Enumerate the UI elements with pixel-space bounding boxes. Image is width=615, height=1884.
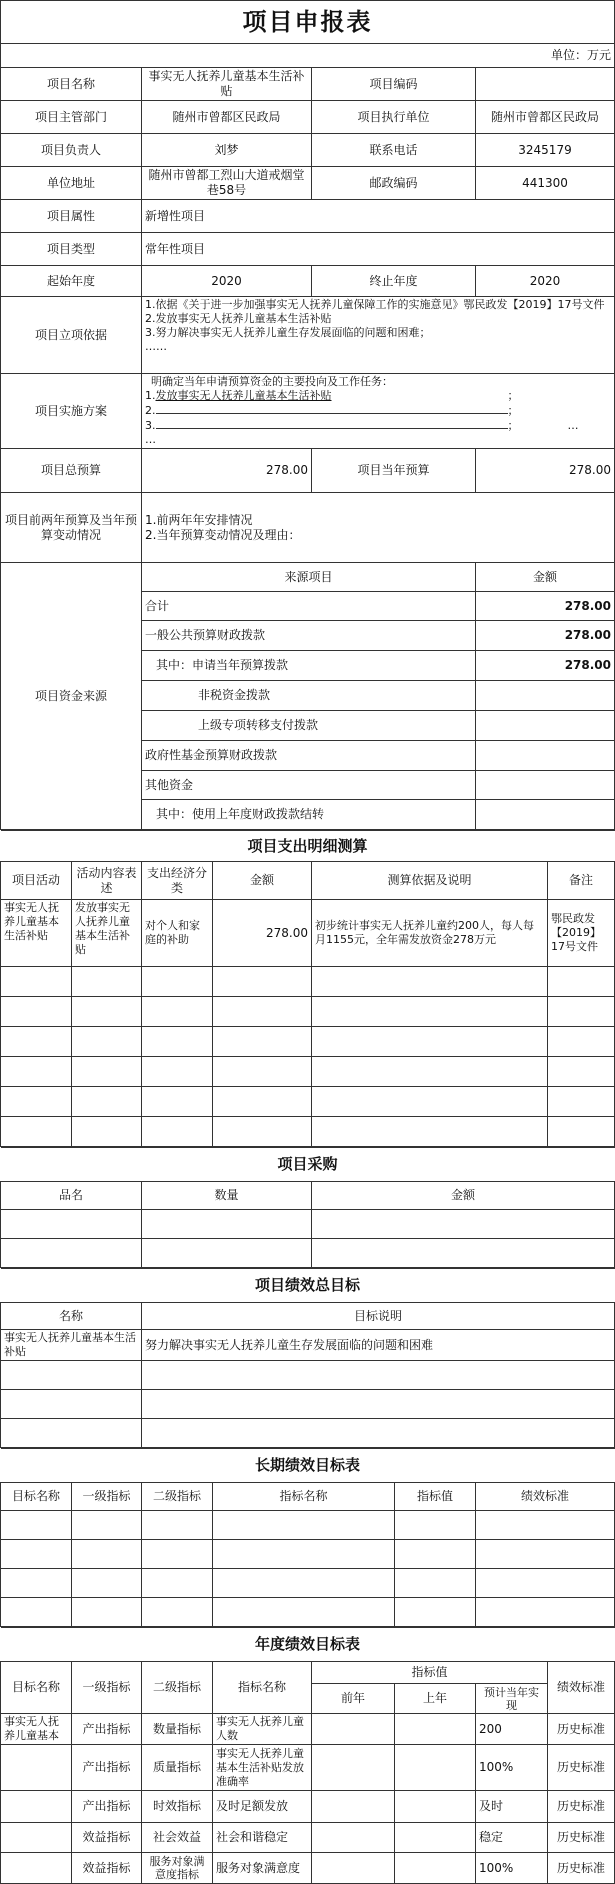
perf-table	[0, 1268, 615, 1448]
purchase-empty-cell	[1, 1239, 142, 1268]
post-label: 邮政编码	[312, 167, 476, 200]
annual-est: 100%	[476, 1745, 548, 1791]
annual-indicator: 事实无人抚养儿童基本生活补贴发放准确率	[213, 1745, 312, 1791]
annual-target: 事实无人抚养儿童基本	[1, 1714, 72, 1745]
longterm-header: 一级指标	[72, 1483, 142, 1511]
longterm-empty-cell	[1, 1598, 72, 1627]
annual-header-value: 指标值	[312, 1662, 548, 1684]
fund-row-amount: 278.00	[476, 621, 615, 651]
change-text	[142, 493, 615, 563]
detail-empty-cell	[312, 1087, 548, 1117]
longterm-table	[0, 1448, 615, 1627]
longterm-empty-cell	[476, 1540, 615, 1569]
plan-ellipsis: …	[567, 419, 579, 432]
purchase-empty-cell	[312, 1210, 615, 1239]
perf-header: 目标说明	[142, 1303, 615, 1330]
type-label: 项目类型	[1, 233, 142, 266]
annual-indicator: 服务对象满意度	[213, 1853, 312, 1884]
detail-empty-cell	[213, 997, 312, 1027]
annual-std: 历史标准	[548, 1791, 615, 1823]
annual-lvl2: 质量指标	[142, 1745, 213, 1791]
phone-value: 3245179	[476, 134, 615, 167]
longterm-empty-cell	[395, 1569, 476, 1598]
form-table	[0, 0, 615, 830]
detail-empty-cell	[213, 1117, 312, 1147]
longterm-empty-cell	[476, 1569, 615, 1598]
annual-header-target: 目标名称	[1, 1662, 72, 1714]
attr-label: 项目属性	[1, 200, 142, 233]
longterm-empty-cell	[142, 1511, 213, 1540]
annual-target-empty	[1, 1745, 72, 1791]
start-value: 2020	[142, 266, 312, 297]
detail-empty-cell	[1, 997, 72, 1027]
plan-blank-2	[156, 403, 508, 414]
fund-row-name: 一般公共预算财政拨款	[142, 621, 476, 651]
annual-target-empty	[1, 1853, 72, 1884]
annual-header-last: 上年	[395, 1684, 476, 1714]
fund-row-amount	[476, 711, 615, 741]
exec-label: 项目执行单位	[312, 101, 476, 134]
longterm-empty-cell	[213, 1540, 395, 1569]
longterm-empty-cell	[395, 1511, 476, 1540]
annual-lvl2: 社会效益	[142, 1823, 213, 1853]
longterm-empty-cell	[395, 1598, 476, 1627]
annual-prev	[312, 1823, 395, 1853]
detail-empty-cell	[312, 997, 548, 1027]
annual-lvl1: 产出指标	[72, 1714, 142, 1745]
detail-header: 活动内容表述	[72, 862, 142, 900]
purchase-empty-cell	[142, 1239, 312, 1268]
detail-empty-cell	[1, 1057, 72, 1087]
longterm-empty-cell	[72, 1598, 142, 1627]
annual-header-lvl2: 二级指标	[142, 1662, 213, 1714]
year-budget-value: 278.00	[476, 449, 615, 493]
detail-table	[0, 830, 615, 1147]
detail-header: 支出经济分类	[142, 862, 213, 900]
detail-empty-cell	[142, 1057, 213, 1087]
detail-empty-cell	[1, 1117, 72, 1147]
annual-lvl2: 数量指标	[142, 1714, 213, 1745]
longterm-empty-cell	[476, 1511, 615, 1540]
annual-header-lvl1: 一级指标	[72, 1662, 142, 1714]
addr-label: 单位地址	[1, 167, 142, 200]
detail-empty-cell	[548, 1057, 615, 1087]
detail-empty-cell	[312, 1057, 548, 1087]
longterm-header: 指标值	[395, 1483, 476, 1511]
end-label: 终止年度	[312, 266, 476, 297]
leader-label: 项目负责人	[1, 134, 142, 167]
longterm-header: 指标名称	[213, 1483, 395, 1511]
purchase-empty-cell	[312, 1239, 615, 1268]
fund-row-amount	[476, 800, 615, 830]
detail-activity: 事实无人抚养儿童基本生活补贴	[1, 900, 72, 967]
detail-empty-cell	[72, 1117, 142, 1147]
annual-std: 历史标准	[548, 1853, 615, 1884]
annual-est: 及时	[476, 1791, 548, 1823]
annual-lvl1: 产出指标	[72, 1745, 142, 1791]
purchase-table	[0, 1147, 615, 1268]
plan-blank-3	[156, 418, 508, 429]
page-title: 项目申报表	[1, 1, 615, 44]
annual-indicator: 事实无人抚养儿童人数	[213, 1714, 312, 1745]
fund-row-amount: 278.00	[476, 651, 615, 681]
dept-value: 随州市曾都区民政局	[142, 101, 312, 134]
perf-desc: 努力解决事实无人抚养儿童生存发展面临的问题和困难	[142, 1330, 615, 1361]
detail-empty-cell	[213, 1057, 312, 1087]
longterm-title: 长期绩效目标表	[1, 1449, 615, 1483]
end-value: 2020	[476, 266, 615, 297]
detail-basis: 初步统计事实无人抚养儿童约200人，每人每月1155元，全年需发放资金278万元	[312, 900, 548, 967]
change-line-2: 2.当年预算变动情况及理由：	[145, 527, 301, 542]
funds-amount-header: 金额	[476, 563, 615, 592]
detail-empty-cell	[548, 997, 615, 1027]
plan-line-2	[145, 403, 611, 418]
plan-line-3	[145, 418, 611, 433]
plan-line-3-sep: ；	[507, 419, 519, 432]
detail-empty-cell	[142, 1117, 213, 1147]
fund-row-name: 政府性基金预算财政拨款	[142, 741, 476, 771]
annual-target-empty	[1, 1791, 72, 1823]
annual-indicator: 及时足额发放	[213, 1791, 312, 1823]
name-label: 项目名称	[1, 68, 142, 101]
funds-source-header: 来源项目	[142, 563, 476, 592]
plan-label: 项目实施方案	[1, 374, 142, 449]
longterm-empty-cell	[213, 1569, 395, 1598]
fund-row-amount: 278.00	[476, 592, 615, 621]
attr-value: 新增性项目	[142, 200, 615, 233]
annual-est: 稳定	[476, 1823, 548, 1853]
detail-empty-cell	[312, 1117, 548, 1147]
detail-empty-cell	[142, 1027, 213, 1057]
total-value: 278.00	[142, 449, 312, 493]
annual-lvl2: 服务对象满意度指标	[142, 1853, 213, 1884]
fund-row-name: 上级专项转移支付拨款	[142, 711, 476, 741]
longterm-empty-cell	[213, 1598, 395, 1627]
total-label: 项目总预算	[1, 449, 142, 493]
basis-line-1: 1.依据《关于进一步加强事实无人抚养儿童保障工作的实施意见》鄂民政发【2019】17号文件	[145, 298, 605, 311]
perf-header: 名称	[1, 1303, 142, 1330]
plan-line-1-sep: ；	[507, 389, 519, 402]
detail-content: 发放事实无人抚养儿童基本生活补贴	[72, 900, 142, 967]
detail-empty-cell	[142, 967, 213, 997]
annual-std: 历史标准	[548, 1823, 615, 1853]
dept-label: 项目主管部门	[1, 101, 142, 134]
perf-empty-cell	[1, 1390, 142, 1419]
project-code	[476, 68, 615, 101]
detail-empty-cell	[312, 967, 548, 997]
detail-empty-cell	[1, 1027, 72, 1057]
detail-empty-cell	[72, 1057, 142, 1087]
unit-label: 单位：万元	[1, 44, 615, 68]
annual-last	[395, 1823, 476, 1853]
perf-empty-cell	[1, 1361, 142, 1390]
basis-text	[142, 297, 615, 374]
detail-header: 测算依据及说明	[312, 862, 548, 900]
annual-last	[395, 1791, 476, 1823]
annual-lvl1: 产出指标	[72, 1791, 142, 1823]
plan-line-1	[145, 389, 611, 403]
longterm-empty-cell	[72, 1511, 142, 1540]
purchase-header: 数量	[142, 1182, 312, 1210]
annual-header-prev: 前年	[312, 1684, 395, 1714]
fund-row-amount	[476, 681, 615, 711]
annual-prev	[312, 1853, 395, 1884]
plan-3-prefix: 3.	[145, 419, 156, 432]
detail-empty-cell	[213, 1087, 312, 1117]
funds-label: 项目资金来源	[1, 563, 142, 830]
annual-est: 100%	[476, 1853, 548, 1884]
perf-empty-cell	[1, 1419, 142, 1448]
detail-empty-cell	[142, 997, 213, 1027]
post-value: 441300	[476, 167, 615, 200]
detail-empty-cell	[213, 1027, 312, 1057]
plan-line-2-sep: ；	[507, 404, 519, 417]
detail-empty-cell	[72, 967, 142, 997]
detail-empty-cell	[72, 1027, 142, 1057]
annual-last	[395, 1745, 476, 1791]
detail-empty-cell	[312, 1027, 548, 1057]
annual-prev	[312, 1714, 395, 1745]
longterm-empty-cell	[142, 1569, 213, 1598]
detail-econ: 对个人和家庭的补助	[142, 900, 213, 967]
annual-prev	[312, 1745, 395, 1791]
detail-empty-cell	[142, 1087, 213, 1117]
perf-title: 项目绩效总目标	[1, 1269, 615, 1303]
fund-row-amount	[476, 741, 615, 771]
year-budget-label: 项目当年预算	[312, 449, 476, 493]
plan-1-prefix: 1.	[145, 389, 156, 402]
longterm-empty-cell	[72, 1540, 142, 1569]
purchase-empty-cell	[142, 1210, 312, 1239]
longterm-header: 二级指标	[142, 1483, 213, 1511]
detail-empty-cell	[548, 967, 615, 997]
leader-value: 刘梦	[142, 134, 312, 167]
detail-empty-cell	[1, 1087, 72, 1117]
annual-std: 历史标准	[548, 1714, 615, 1745]
longterm-empty-cell	[142, 1598, 213, 1627]
purchase-header: 金额	[312, 1182, 615, 1210]
longterm-empty-cell	[72, 1569, 142, 1598]
fund-row-name: 其他资金	[142, 771, 476, 800]
phone-label: 联系电话	[312, 134, 476, 167]
detail-empty-cell	[548, 1027, 615, 1057]
basis-line-3: 3.努力解决事实无人抚养儿童生存发展面临的问题和困难；	[145, 326, 431, 339]
annual-indicator: 社会和谐稳定	[213, 1823, 312, 1853]
plan-text	[142, 374, 615, 449]
change-label: 项目前两年预算及当年预算变动情况	[1, 493, 142, 563]
perf-empty-cell	[142, 1390, 615, 1419]
basis-line-4: ……	[145, 340, 167, 353]
plan-intro: 明确定当年申请预算资金的主要投向及工作任务：	[151, 375, 393, 388]
perf-empty-cell	[142, 1419, 615, 1448]
longterm-empty-cell	[476, 1598, 615, 1627]
longterm-empty-cell	[142, 1540, 213, 1569]
annual-header-std: 绩效标准	[548, 1662, 615, 1714]
plan-more: …	[145, 433, 156, 446]
annual-std: 历史标准	[548, 1745, 615, 1791]
detail-amount: 278.00	[213, 900, 312, 967]
annual-title: 年度绩效目标表	[1, 1628, 615, 1662]
annual-header-est: 预计当年实现	[476, 1684, 548, 1714]
plan-2-prefix: 2.	[145, 404, 156, 417]
fund-row-name: 其中：使用上年度财政拨款结转	[142, 800, 476, 830]
purchase-title: 项目采购	[1, 1148, 615, 1182]
fund-row-amount	[476, 771, 615, 800]
plan-line-1-text: 发放事实无人抚养儿童基本生活补贴	[155, 389, 332, 402]
annual-lvl1: 效益指标	[72, 1853, 142, 1884]
annual-header-indicator: 指标名称	[213, 1662, 312, 1714]
annual-target-empty	[1, 1823, 72, 1853]
detail-title: 项目支出明细测算	[1, 831, 615, 862]
annual-last	[395, 1853, 476, 1884]
detail-empty-cell	[1, 967, 72, 997]
basis-line-2: 2.发放事实无人抚养儿童基本生活补贴	[145, 312, 332, 325]
longterm-empty-cell	[1, 1511, 72, 1540]
change-line-1: 1.前两年年安排情况	[145, 512, 253, 527]
perf-name: 事实无人抚养儿童基本生活补贴	[1, 1330, 142, 1361]
fund-row-name: 非税资金拨款	[142, 681, 476, 711]
addr-value: 随州市曾都工烈山大道戒烟堂巷58号	[142, 167, 312, 200]
detail-note: 鄂民政发【2019】17号文件	[548, 900, 615, 967]
type-value: 常年性项目	[142, 233, 615, 266]
annual-last	[395, 1714, 476, 1745]
longterm-empty-cell	[1, 1569, 72, 1598]
detail-empty-cell	[72, 997, 142, 1027]
annual-lvl1: 效益指标	[72, 1823, 142, 1853]
longterm-header: 绩效标准	[476, 1483, 615, 1511]
fund-row-name: 其中：申请当年预算拨款	[142, 651, 476, 681]
project-name: 事实无人抚养儿童基本生活补贴	[142, 68, 312, 101]
start-label: 起始年度	[1, 266, 142, 297]
longterm-empty-cell	[213, 1511, 395, 1540]
perf-empty-cell	[142, 1361, 615, 1390]
exec-value: 随州市曾都区民政局	[476, 101, 615, 134]
annual-lvl2: 时效指标	[142, 1791, 213, 1823]
fund-row-name: 合计	[142, 592, 476, 621]
detail-header: 备注	[548, 862, 615, 900]
annual-prev	[312, 1791, 395, 1823]
detail-empty-cell	[72, 1087, 142, 1117]
code-label: 项目编码	[312, 68, 476, 101]
longterm-empty-cell	[395, 1540, 476, 1569]
basis-label: 项目立项依据	[1, 297, 142, 374]
detail-header: 项目活动	[1, 862, 72, 900]
purchase-empty-cell	[1, 1210, 142, 1239]
detail-empty-cell	[213, 967, 312, 997]
longterm-header: 目标名称	[1, 1483, 72, 1511]
detail-empty-cell	[548, 1087, 615, 1117]
annual-table	[0, 1627, 615, 1884]
purchase-header: 品名	[1, 1182, 142, 1210]
annual-est: 200	[476, 1714, 548, 1745]
longterm-empty-cell	[1, 1540, 72, 1569]
detail-empty-cell	[548, 1117, 615, 1147]
detail-header: 金额	[213, 862, 312, 900]
